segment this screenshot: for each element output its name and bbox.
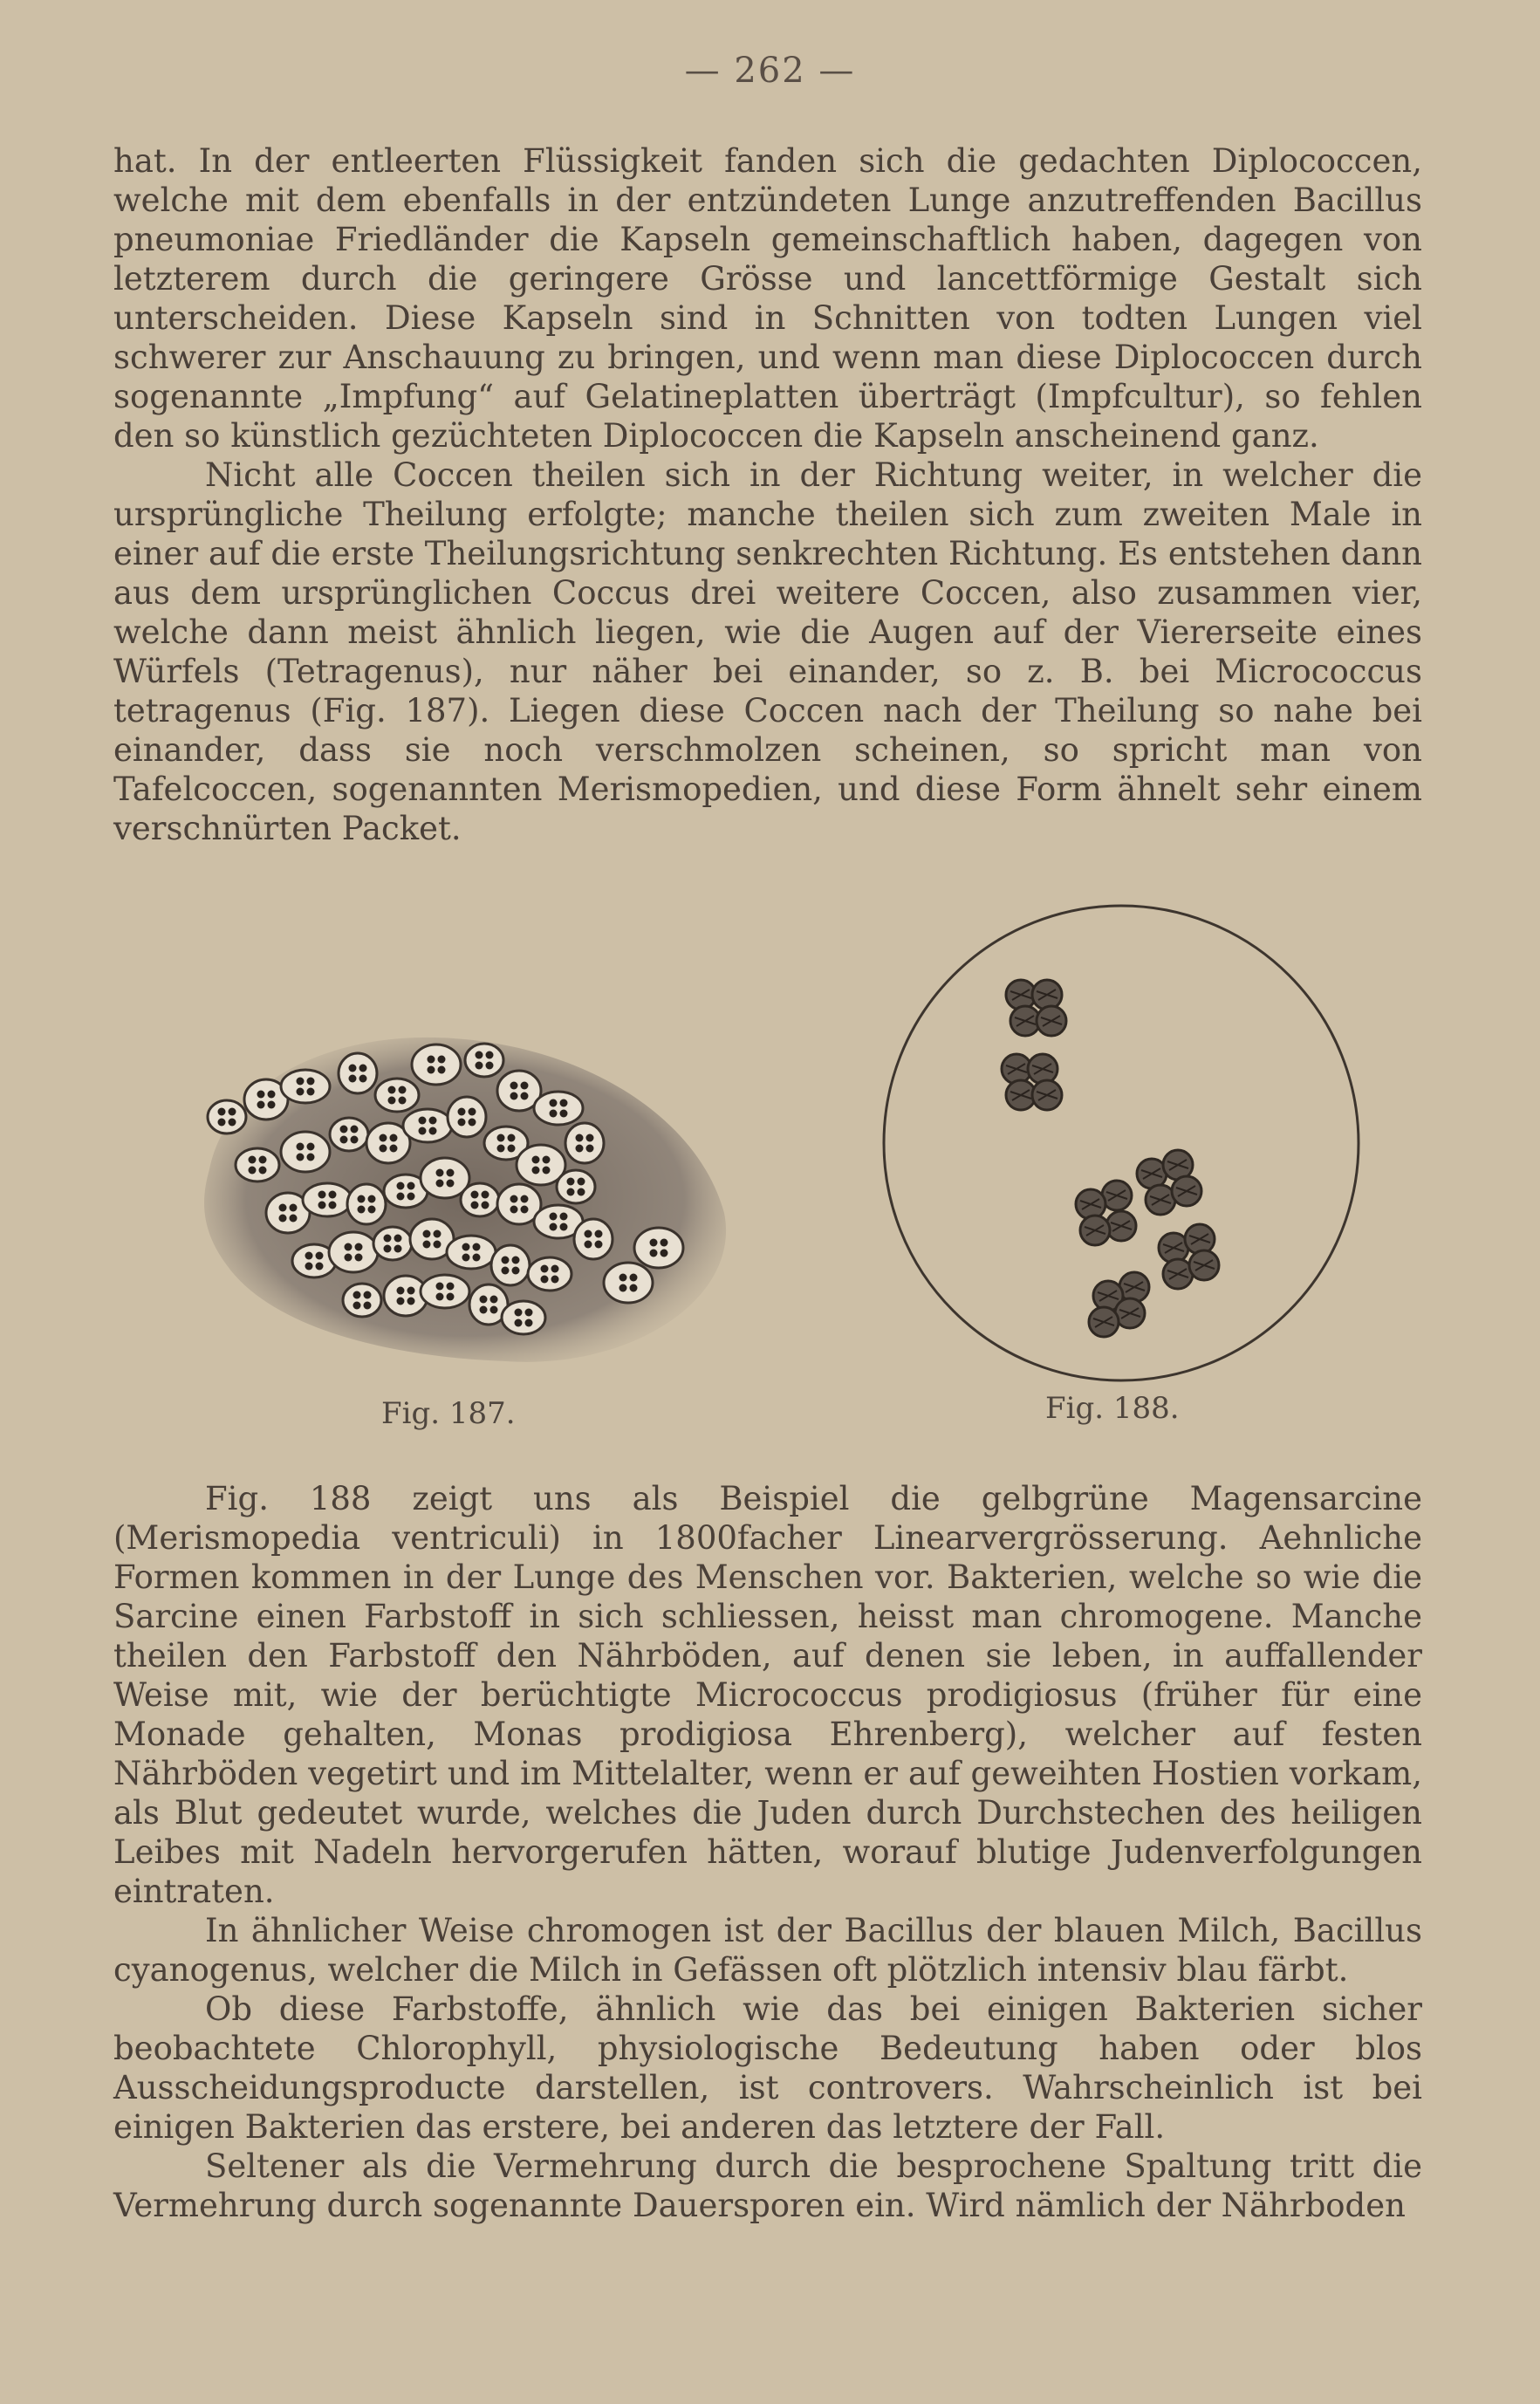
coccus-dot bbox=[512, 1267, 520, 1275]
coccus-capsule bbox=[448, 1097, 486, 1137]
coccus-dot bbox=[560, 1110, 568, 1118]
paragraph: Nicht alle Coccen theilen sich in der Richtung weiter, in welcher die ursprüngliche Theilung erfolgte; manche theilen sich zum zweiten Male in einer auf die erste Theilungsrichtung senkrechten Richtung. Es entstehen dann aus dem ursprünglichen Coccus drei weitere Coccen, also zusammen vier, welche dann meist ähnlich liegen, wie die Augen auf der Viererseite eines Würfels (Tetragenus), nur näher bei einander, so z. B. bei Micrococcus tetragenus (Fig. 187). Liegen diese Coccen nach der Theilung so nahe bei einander, dass sie noch verschmolzen scheinen, so spricht man von Tafelcoccen, sogenannten Merismopedien, und diese Form ähnelt sehr einem verschnürten Packet. bbox=[113, 456, 1422, 847]
paragraph: Fig. 188 zeigt uns als Beispiel die gelbgrüne Magensarcine (Merismopedia ventriculi) in 1800facher Linearvergrösserung. Aehnliche Formen kommen in der Lunge des Menschen vor. Bakterien, welche so wie die Sarcine einen Farbstoff in sich schliessen, heisst man chromogene. Manche theilen den Farbstoff den Nährböden, auf denen sie leben, in auffallender Weise mit, wie der berüchtigte Micrococcus prodigiosus (früher für eine Monade gehalten, Monas prodigiosa Ehrenberg), welcher auf festen Nährböden vegetirt und im Mittelalter, wenn er auf geweihten Hostien vorkam, als Blut gedeutet wurde, welches die Juden durch Durchstechen des heiligen Leibes mit Nadeln hervorgerufen hätten, worauf blutige Judenverfolgungen eintraten. bbox=[113, 1480, 1422, 1910]
coccus-dot bbox=[434, 1230, 441, 1238]
coccus-dot bbox=[384, 1235, 392, 1243]
coccus-dot bbox=[512, 1257, 520, 1264]
coccus-dot bbox=[297, 1088, 305, 1096]
coccus-dot bbox=[578, 1188, 585, 1196]
coccus-dot bbox=[351, 1126, 359, 1134]
coccus-dot bbox=[473, 1254, 481, 1262]
coccus-dot bbox=[359, 1075, 367, 1083]
coccus-dot bbox=[486, 1051, 494, 1059]
coccus-dot bbox=[508, 1145, 516, 1153]
coccus-dot bbox=[551, 1265, 559, 1273]
figure-188-caption: Fig. 188. bbox=[1045, 1391, 1180, 1426]
coccus-dot bbox=[307, 1078, 315, 1086]
coccus-dot bbox=[438, 1066, 446, 1074]
coccus-dot bbox=[567, 1178, 575, 1186]
coccus-dot bbox=[502, 1257, 510, 1264]
coccus-dot bbox=[351, 1136, 359, 1144]
coccus-dot bbox=[229, 1119, 236, 1127]
coccus-dot bbox=[650, 1250, 658, 1257]
coccus-dot bbox=[368, 1206, 376, 1214]
coccus-dot bbox=[525, 1319, 533, 1327]
coccus-dot bbox=[476, 1051, 483, 1059]
coccus-dot bbox=[428, 1066, 435, 1074]
coccus-dot bbox=[279, 1204, 287, 1212]
coccus-dot bbox=[423, 1230, 431, 1238]
coccus-dot bbox=[318, 1191, 326, 1199]
coccus-dot bbox=[515, 1319, 523, 1327]
coccus-dot bbox=[480, 1296, 488, 1304]
coccus-capsule bbox=[465, 1044, 503, 1077]
coccus-dot bbox=[502, 1267, 510, 1275]
coccus-dot bbox=[218, 1108, 226, 1116]
coccus-dot bbox=[340, 1126, 348, 1134]
coccus-dot bbox=[419, 1117, 427, 1125]
coccus-dot bbox=[259, 1156, 267, 1164]
paragraph: In ähnlicher Weise chromogen ist der Bacillus der blauen Milch, Bacillus cyanogenus, welcher die Milch in Gefässen oft plötzlich intensiv blau färbt. bbox=[113, 1912, 1422, 1989]
coccus-dot bbox=[358, 1206, 366, 1214]
coccus-dot bbox=[462, 1254, 470, 1262]
coccus-dot bbox=[349, 1075, 357, 1083]
coccus-dot bbox=[619, 1274, 627, 1282]
coccus-dot bbox=[257, 1101, 265, 1109]
coccus-dot bbox=[318, 1202, 326, 1209]
coccus-dot bbox=[364, 1302, 372, 1310]
coccus-dot bbox=[340, 1136, 348, 1144]
coccus-capsule bbox=[375, 1079, 419, 1112]
coccus-dot bbox=[249, 1167, 257, 1175]
coccus-dot bbox=[290, 1215, 298, 1223]
coccus-dot bbox=[497, 1145, 505, 1153]
coccus-dot bbox=[532, 1156, 540, 1164]
coccus-dot bbox=[482, 1202, 489, 1209]
coccus-dot bbox=[397, 1182, 405, 1190]
coccus-dot bbox=[510, 1195, 518, 1203]
coccus-dot bbox=[436, 1293, 444, 1301]
coccus-dot bbox=[257, 1091, 265, 1099]
coccus-capsule bbox=[281, 1132, 330, 1172]
coccus-dot bbox=[525, 1309, 533, 1317]
coccus-dot bbox=[397, 1193, 405, 1201]
coccus-dot bbox=[550, 1110, 558, 1118]
coccus-dot bbox=[469, 1119, 476, 1127]
coccus-dot bbox=[576, 1145, 584, 1153]
coccus-dot bbox=[436, 1169, 444, 1177]
coccus-capsule bbox=[303, 1183, 352, 1216]
coccus-dot bbox=[316, 1263, 324, 1270]
coccus-dot bbox=[297, 1154, 305, 1161]
coccus-capsule bbox=[421, 1275, 469, 1308]
coccus-capsule bbox=[330, 1118, 368, 1151]
figure-188-illustration bbox=[873, 894, 1370, 1392]
coccus-dot bbox=[279, 1215, 287, 1223]
coccus-dot bbox=[428, 1056, 435, 1064]
coccus-dot bbox=[368, 1195, 376, 1203]
coccus-dot bbox=[471, 1191, 479, 1199]
coccus-dot bbox=[471, 1202, 479, 1209]
coccus-dot bbox=[388, 1086, 396, 1094]
coccus-dot bbox=[316, 1252, 324, 1260]
coccus-dot bbox=[595, 1241, 603, 1249]
coccus-dot bbox=[576, 1134, 584, 1142]
coccus-capsule bbox=[534, 1092, 583, 1125]
coccus-dot bbox=[595, 1230, 603, 1238]
page-number: — 262 — bbox=[684, 51, 856, 91]
coccus-dot bbox=[407, 1298, 415, 1305]
coccus-capsule bbox=[461, 1183, 499, 1216]
coccus-dot bbox=[462, 1243, 470, 1251]
coccus-dot bbox=[436, 1180, 444, 1188]
coccus-dot bbox=[578, 1178, 585, 1186]
coccus-capsule bbox=[339, 1053, 377, 1093]
coccus-dot bbox=[249, 1156, 257, 1164]
coccus-capsule bbox=[574, 1219, 613, 1259]
coccus-dot bbox=[218, 1119, 226, 1127]
coccus-dot bbox=[429, 1127, 437, 1135]
coccus-dot bbox=[407, 1182, 415, 1190]
coccus-capsule bbox=[236, 1148, 279, 1181]
coccus-dot bbox=[394, 1235, 402, 1243]
coccus-dot bbox=[434, 1241, 441, 1249]
coccus-dot bbox=[458, 1119, 466, 1127]
coccus-dot bbox=[353, 1302, 361, 1310]
coccus-dot bbox=[521, 1092, 529, 1100]
coccus-dot bbox=[355, 1254, 363, 1262]
coccus-capsule bbox=[447, 1236, 496, 1269]
paragraph: Seltener als die Vermehrung durch die besprochene Spaltung tritt die Vermehrung durch sogenannte Dauersporen ein. Wird nämlich der Nährboden bbox=[113, 2147, 1422, 2224]
coccus-dot bbox=[423, 1241, 431, 1249]
coccus-dot bbox=[399, 1086, 407, 1094]
coccus-capsule bbox=[329, 1232, 378, 1272]
coccus-dot bbox=[650, 1239, 658, 1247]
coccus-dot bbox=[297, 1078, 305, 1086]
coccus-dot bbox=[543, 1156, 551, 1164]
coccus-dot bbox=[510, 1092, 518, 1100]
coccus-capsule bbox=[281, 1070, 330, 1103]
coccus-dot bbox=[630, 1284, 638, 1292]
coccus-capsule bbox=[412, 1044, 461, 1085]
coccus-dot bbox=[567, 1188, 575, 1196]
coccus-capsule bbox=[565, 1123, 604, 1163]
text-block-bottom bbox=[113, 1479, 1422, 2225]
coccus-dot bbox=[660, 1250, 668, 1257]
coccus-capsule bbox=[502, 1301, 545, 1334]
coccus-dot bbox=[508, 1134, 516, 1142]
coccus-dot bbox=[510, 1206, 518, 1214]
coccus-capsule bbox=[604, 1263, 653, 1303]
coccus-dot bbox=[353, 1291, 361, 1299]
coccus-dot bbox=[259, 1167, 267, 1175]
coccus-dot bbox=[380, 1134, 387, 1142]
coccus-dot bbox=[397, 1287, 405, 1295]
coccus-dot bbox=[447, 1283, 455, 1291]
coccus-dot bbox=[586, 1145, 594, 1153]
coccus-dot bbox=[476, 1062, 483, 1070]
coccus-dot bbox=[521, 1082, 529, 1090]
coccus-dot bbox=[290, 1204, 298, 1212]
coccus-dot bbox=[345, 1254, 352, 1262]
coccus-dot bbox=[550, 1213, 558, 1221]
coccus-dot bbox=[521, 1195, 529, 1203]
coccus-dot bbox=[469, 1108, 476, 1116]
coccus-dot bbox=[394, 1245, 402, 1253]
coccus-dot bbox=[359, 1065, 367, 1072]
coccus-capsule bbox=[373, 1227, 412, 1260]
coccus-dot bbox=[229, 1108, 236, 1116]
coccus-capsule bbox=[347, 1184, 386, 1224]
coccus-dot bbox=[438, 1056, 446, 1064]
coccus-dot bbox=[482, 1191, 489, 1199]
coccus-dot bbox=[560, 1099, 568, 1107]
coccus-dot bbox=[345, 1243, 352, 1251]
coccus-dot bbox=[305, 1263, 313, 1270]
coccus-dot bbox=[480, 1306, 488, 1314]
coccus-capsule bbox=[528, 1257, 572, 1291]
coccus-capsule bbox=[634, 1228, 683, 1268]
coccus-dot bbox=[380, 1145, 387, 1153]
coccus-dot bbox=[550, 1099, 558, 1107]
figure-187-illustration bbox=[175, 1012, 742, 1379]
coccus-dot bbox=[458, 1108, 466, 1116]
coccus-dot bbox=[543, 1167, 551, 1175]
coccus-dot bbox=[349, 1065, 357, 1072]
coccus-dot bbox=[585, 1241, 592, 1249]
coccus-dot bbox=[619, 1284, 627, 1292]
coccus-dot bbox=[515, 1309, 523, 1317]
coccus-dot bbox=[490, 1296, 498, 1304]
coccus-dot bbox=[307, 1143, 315, 1151]
coccus-dot bbox=[436, 1283, 444, 1291]
coccus-dot bbox=[307, 1154, 315, 1161]
coccus-dot bbox=[268, 1091, 276, 1099]
coccus-dot bbox=[419, 1127, 427, 1135]
coccus-dot bbox=[490, 1306, 498, 1314]
figure-187-caption: Fig. 187. bbox=[381, 1396, 516, 1431]
coccus-dot bbox=[329, 1191, 337, 1199]
coccus-dot bbox=[388, 1097, 396, 1105]
coccus-capsule bbox=[491, 1245, 530, 1285]
coccus-dot bbox=[660, 1239, 668, 1247]
coccus-dot bbox=[355, 1243, 363, 1251]
coccus-dot bbox=[329, 1202, 337, 1209]
coccus-dot bbox=[541, 1276, 549, 1284]
coccus-capsule bbox=[343, 1284, 381, 1317]
coccus-dot bbox=[510, 1082, 518, 1090]
coccus-dot bbox=[307, 1088, 315, 1096]
coccus-dot bbox=[447, 1293, 455, 1301]
coccus-capsule bbox=[403, 1109, 452, 1142]
coccus-dot bbox=[364, 1291, 372, 1299]
paragraph: Ob diese Farbstoffe, ähnlich wie das bei einigen Bakterien sicher beobachtete Chlorophyll, physiologische Bedeutung haben oder blos Ausscheidungsproducte darstellen, ist controvers. Wahrscheinlich ist bei einigen Bakterien das erstere, bei anderen das letztere der Fall. bbox=[113, 1990, 1422, 2146]
coccus-dot bbox=[407, 1287, 415, 1295]
coccus-dot bbox=[585, 1230, 592, 1238]
coccus-dot bbox=[560, 1223, 568, 1231]
coccus-dot bbox=[399, 1097, 407, 1105]
coccus-capsule bbox=[557, 1170, 595, 1203]
coccus-dot bbox=[358, 1195, 366, 1203]
coccus-dot bbox=[541, 1265, 549, 1273]
coccus-dot bbox=[473, 1243, 481, 1251]
coccus-dot bbox=[497, 1134, 505, 1142]
coccus-dot bbox=[390, 1134, 398, 1142]
coccus-dot bbox=[486, 1062, 494, 1070]
coccus-dot bbox=[630, 1274, 638, 1282]
coccus-dot bbox=[521, 1206, 529, 1214]
coccus-dot bbox=[397, 1298, 405, 1305]
coccus-dot bbox=[586, 1134, 594, 1142]
coccus-dot bbox=[551, 1276, 559, 1284]
coccus-dot bbox=[429, 1117, 437, 1125]
coccus-dot bbox=[305, 1252, 313, 1260]
coccus-dot bbox=[447, 1180, 455, 1188]
coccus-dot bbox=[407, 1193, 415, 1201]
coccus-dot bbox=[384, 1245, 392, 1253]
coccus-dot bbox=[390, 1145, 398, 1153]
paragraph: hat. In der entleerten Flüssigkeit fanden sich die gedachten Diplococcen, welche mit dem ebenfalls in der entzündeten Lunge anzutreffenden Bacillus pneumoniae Friedländer die Kapseln gemeinschaftlich haben, dagegen von letzterem durch die geringere Grösse und lancettförmige Gestalt sich unterscheiden. Diese Kapseln sind in Schnitten von todten Lungen viel schwerer zur Anschauung zu bringen, und wenn man diese Diplococcen durch sogenannte „Impfung“ auf Gelatineplatten überträgt (Impfcultur), so fehlen den so künstlich gezüchteten Diplococcen die Kapseln anscheinend ganz. bbox=[113, 142, 1422, 455]
coccus-dot bbox=[447, 1169, 455, 1177]
coccus-capsule bbox=[208, 1100, 246, 1134]
coccus-dot bbox=[268, 1101, 276, 1109]
coccus-dot bbox=[297, 1143, 305, 1151]
coccus-dot bbox=[560, 1213, 568, 1221]
text-block-top bbox=[113, 141, 1422, 848]
coccus-dot bbox=[550, 1223, 558, 1231]
coccus-dot bbox=[532, 1167, 540, 1175]
